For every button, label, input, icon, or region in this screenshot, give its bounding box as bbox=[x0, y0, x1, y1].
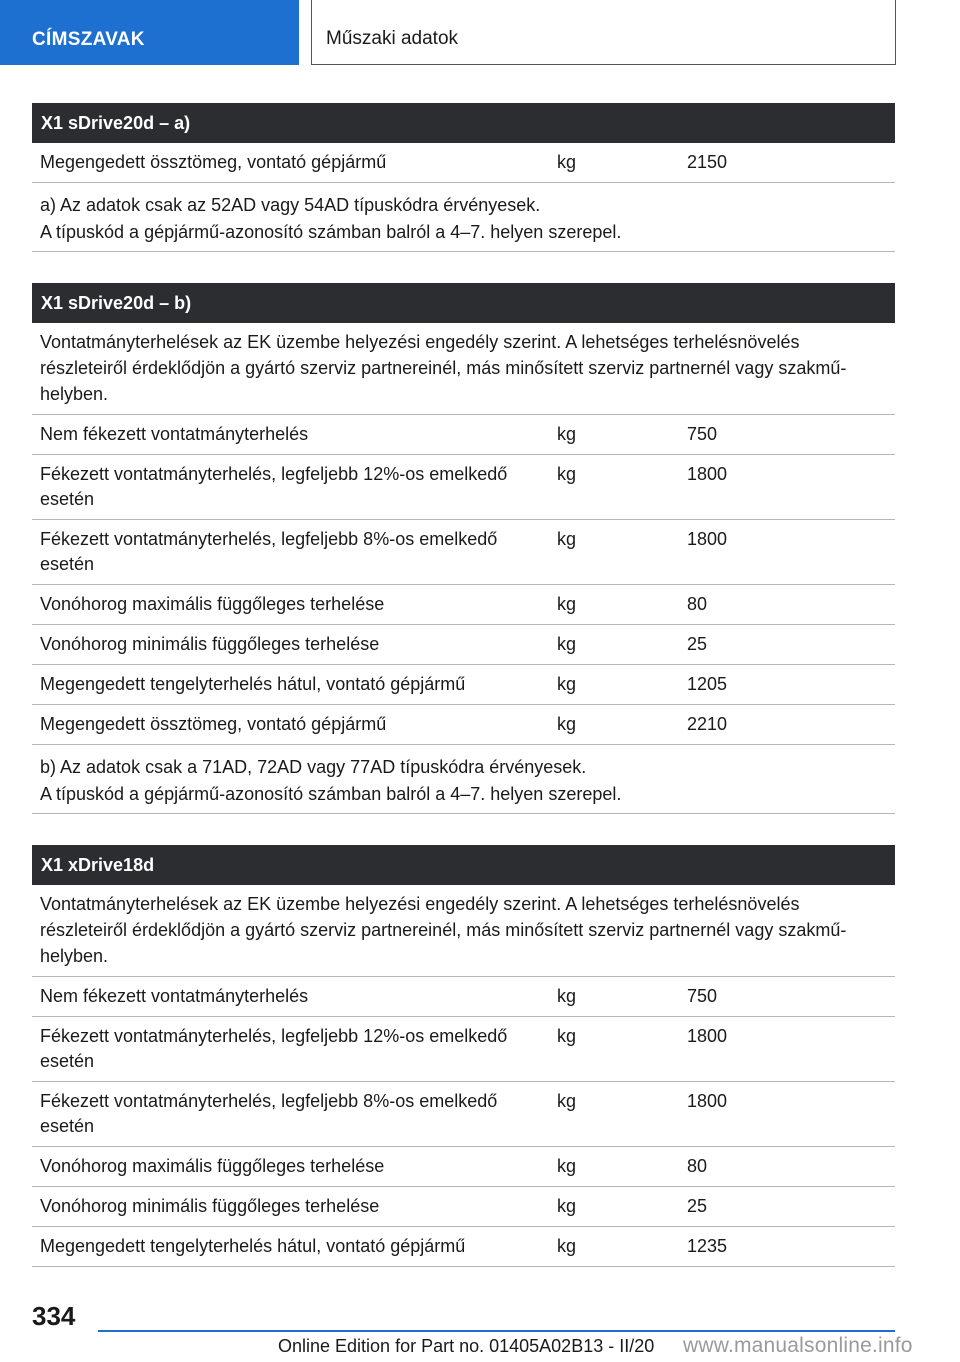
table-row bbox=[32, 1082, 895, 1147]
row-label: Nem fékezett vontatmányterhelés bbox=[40, 424, 309, 444]
row-label: Fékezett vontatmányterhelés, legfeljebb 12%-os emelkedő esetén bbox=[40, 1026, 508, 1071]
row-value: 2150 bbox=[687, 152, 728, 172]
row-label: Megengedett tengelyterhelés hátul, vontató gépjármű bbox=[40, 1236, 466, 1256]
row-value: 750 bbox=[687, 424, 718, 444]
row-label: Megengedett össztömeg, vontató gépjármű bbox=[40, 714, 387, 734]
footnote-line: a) Az adatok csak az 52AD vagy 54AD típuskódra érvényesek. bbox=[40, 195, 541, 215]
row-unit: kg bbox=[557, 152, 577, 172]
row-value: 2210 bbox=[687, 714, 728, 734]
footnote-line: A típuskód a gépjármű-azonosító számban balról a 4–7. helyen szerepel. bbox=[40, 784, 622, 804]
table-row bbox=[32, 625, 895, 665]
table-row bbox=[32, 520, 895, 585]
footnote bbox=[32, 183, 895, 252]
row-unit: kg bbox=[557, 634, 577, 654]
header-title: Műszaki adatok bbox=[311, 0, 896, 65]
watermark: www.manualsonline.info bbox=[683, 1334, 913, 1357]
page-number: 334 bbox=[32, 1301, 76, 1331]
footer-divider bbox=[98, 1330, 895, 1332]
table-row bbox=[32, 1227, 895, 1267]
row-unit: kg bbox=[557, 594, 577, 614]
document-content bbox=[32, 103, 895, 1267]
row-value: 1205 bbox=[687, 674, 728, 694]
row-label: Fékezett vontatmányterhelés, legfeljebb 8%-os emelkedő esetén bbox=[40, 1091, 498, 1136]
row-value: 1800 bbox=[687, 529, 728, 549]
section-heading: X1 sDrive20d – a) bbox=[32, 103, 895, 143]
table-row bbox=[32, 455, 895, 520]
footnote-line: b) Az adatok csak a 71AD, 72AD vagy 77AD típuskódra érvényesek. bbox=[40, 757, 587, 777]
row-unit: kg bbox=[557, 464, 577, 484]
table-row bbox=[32, 143, 895, 183]
row-label: Vonóhorog minimális függőleges terhelése bbox=[40, 634, 380, 654]
row-value: 25 bbox=[687, 1196, 708, 1216]
section-intro: Vontatmányterhelések az EK üzembe helyezési engedély szerint. A lehetséges terhelésnövelés részleteiről érdeklődjön a gyártó szerviz partnereinél, más minősített szerviz partnernél vagy szakműhelyben. bbox=[32, 323, 895, 415]
table-row bbox=[32, 1017, 895, 1082]
table-row bbox=[32, 665, 895, 705]
row-label: Vonóhorog minimális függőleges terhelése bbox=[40, 1196, 380, 1216]
row-label: Fékezett vontatmányterhelés, legfeljebb 12%-os emelkedő esetén bbox=[40, 464, 508, 509]
row-unit: kg bbox=[557, 1236, 577, 1256]
footnote-line: A típuskód a gépjármű-azonosító számban balról a 4–7. helyen szerepel. bbox=[40, 222, 622, 242]
row-unit: kg bbox=[557, 529, 577, 549]
row-unit: kg bbox=[557, 1156, 577, 1176]
table-row bbox=[32, 415, 895, 455]
row-value: 80 bbox=[687, 594, 708, 614]
table-row bbox=[32, 705, 895, 745]
row-value: 1235 bbox=[687, 1236, 728, 1256]
row-value: 80 bbox=[687, 1156, 708, 1176]
section-intro: Vontatmányterhelések az EK üzembe helyezési engedély szerint. A lehetséges terhelésnövelés részleteiről érdeklődjön a gyártó szerviz partnereinél, más minősített szerviz partnernél vagy szakműhelyben. bbox=[32, 885, 895, 977]
row-unit: kg bbox=[557, 1196, 577, 1216]
header-tab-keywords[interactable]: CÍMSZAVAK bbox=[0, 0, 299, 65]
section-heading: X1 sDrive20d – b) bbox=[32, 283, 895, 323]
row-value: 750 bbox=[687, 986, 718, 1006]
table-row bbox=[32, 585, 895, 625]
row-label: Nem fékezett vontatmányterhelés bbox=[40, 986, 309, 1006]
row-label: Fékezett vontatmányterhelés, legfeljebb 8%-os emelkedő esetén bbox=[40, 529, 498, 574]
row-label: Megengedett össztömeg, vontató gépjármű bbox=[40, 152, 387, 172]
row-value: 1800 bbox=[687, 1026, 728, 1046]
row-unit: kg bbox=[557, 1091, 577, 1111]
row-unit: kg bbox=[557, 1026, 577, 1046]
footnote bbox=[32, 745, 895, 814]
section-heading: X1 xDrive18d bbox=[32, 845, 895, 885]
row-unit: kg bbox=[557, 714, 577, 734]
row-label: Vonóhorog maximális függőleges terhelése bbox=[40, 594, 385, 614]
row-unit: kg bbox=[557, 986, 577, 1006]
footer-edition: Online Edition for Part no. 01405A02B13 - II/20 bbox=[278, 1336, 655, 1356]
row-unit: kg bbox=[557, 424, 577, 444]
row-value: 1800 bbox=[687, 464, 728, 484]
row-value: 25 bbox=[687, 634, 708, 654]
table-row bbox=[32, 1187, 895, 1227]
table-row bbox=[32, 1147, 895, 1187]
row-unit: kg bbox=[557, 674, 577, 694]
row-label: Vonóhorog maximális függőleges terhelése bbox=[40, 1156, 385, 1176]
row-value: 1800 bbox=[687, 1091, 728, 1111]
table-row bbox=[32, 977, 895, 1017]
row-label: Megengedett tengelyterhelés hátul, vontató gépjármű bbox=[40, 674, 466, 694]
